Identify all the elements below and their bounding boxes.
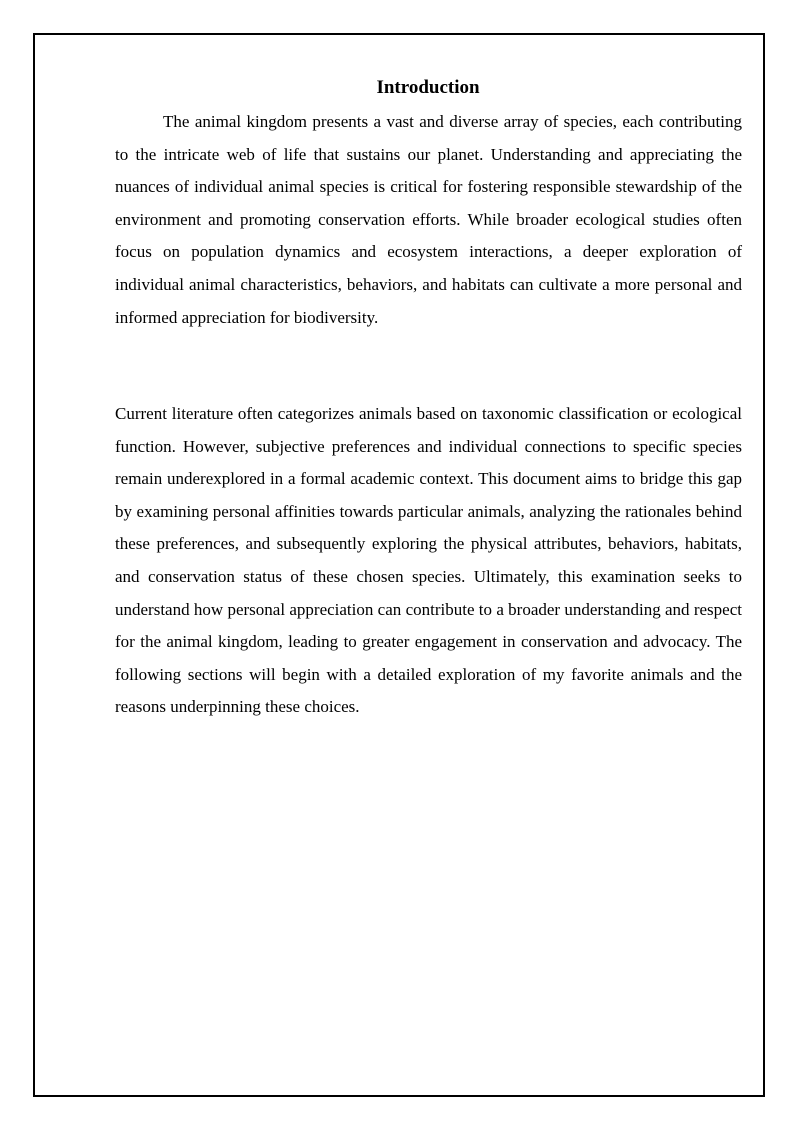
intro-paragraph-2: Current literature often categorizes animals based on taxonomic classification or ecological function. However, subjective preferences and individual connections to specific species remain underexplored in a formal academic context. This document aims to bridge this gap by examining personal affinities towards particular animals, analyzing the rationales behind these preferences, and subsequently exploring the physical attributes, behaviors, habitats, and conservation status of these chosen species. Ultimately, this examination seeks to understand how personal appreciation can contribute to a broader understanding and respect for the animal kingdom, leading to greater engagement in conservation and advocacy. The following sections will begin with a detailed exploration of my favorite animals and the reasons underpinning these choices.	[115, 404, 742, 717]
section-heading: Introduction	[376, 77, 480, 98]
intro-paragraph-1: The animal kingdom presents a vast and diverse array of species, each contributing to the intricate web of life that sustains our planet. Understanding and appreciating the nuances of individual animal species is critical for fostering responsible stewardship of the environment and promoting conservation efforts. While broader ecological studies often focus on population dynamics and ecosystem interactions, a deeper exploration of individual animal characteristics, behaviors, and habitats can cultivate a more personal and informed appreciation for biodiversity.	[115, 112, 742, 327]
